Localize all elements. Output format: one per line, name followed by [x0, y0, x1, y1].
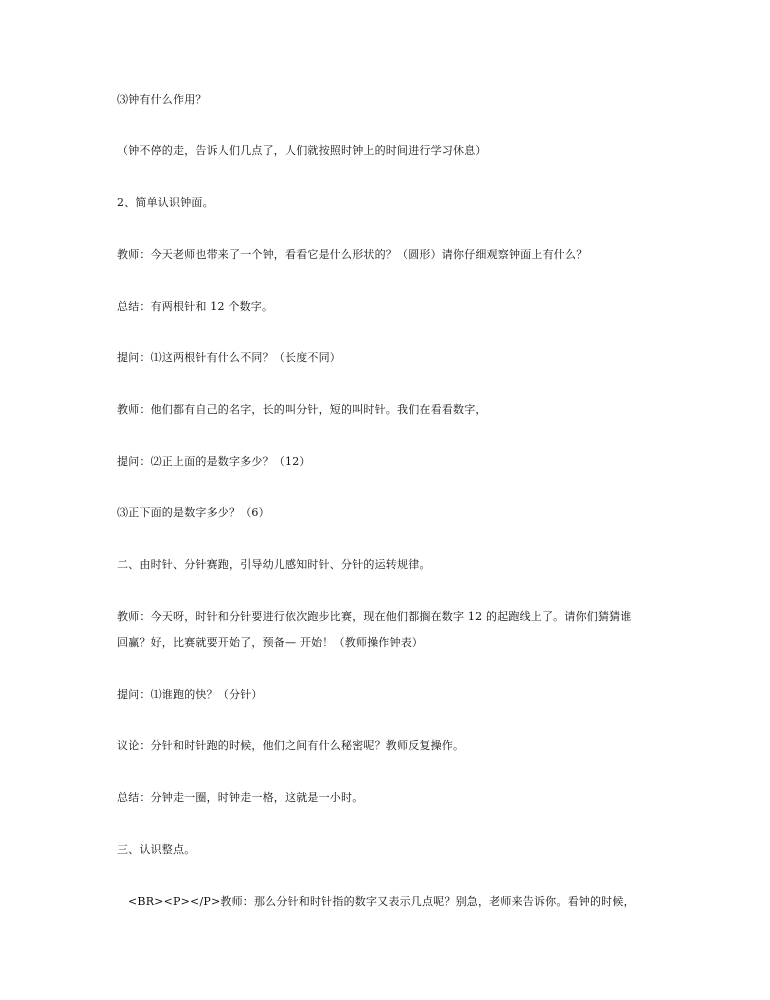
section-heading-whole-hours: 三、认识整点。 — [117, 843, 196, 856]
paragraph-clock-purpose-question: ⑶钟有什么作用？ — [117, 93, 207, 106]
paragraph-summary-hands-numbers: 总结：有两根针和 12 个数字。 — [117, 300, 274, 313]
paragraph-question-bottom-number: ⑶正下面的是数字多少？（6） — [117, 506, 270, 519]
paragraph-summary-one-hour: 总结：分钟走一圈，时钟走一格，这就是一小时。 — [117, 791, 364, 804]
paragraph-teacher-race-line2: 回赢？好，比赛就要开始了，预备— 开始！（教师操作钟表） — [117, 636, 424, 649]
paragraph-clock-purpose-answer: （钟不停的走，告诉人们几点了，人们就按照时钟上的时间进行学习休息） — [117, 144, 487, 157]
paragraph-teacher-clock-shape: 教师：今天老师也带来了一个钟，看看它是什么形状的？（圆形）请你仔细观察钟面上有什么？ — [117, 248, 588, 261]
paragraph-teacher-hand-names: 教师：他们都有自己的名字，长的叫分针，短的叫时针。我们在看看数字， — [117, 403, 487, 416]
paragraph-teacher-reading-clock: <BR><P></P>教师：那么分针和时针指的数字又表示几点呢？别急，老师来告诉你。看钟的时候， — [128, 895, 635, 908]
paragraph-teacher-race-line1: 教师：今天呀，时针和分针要进行依次跑步比赛，现在他们都搁在数字 12 的起跑线上了。请你们猜猜谁 — [117, 610, 632, 623]
paragraph-question-who-faster: 提问：⑴谁跑的快？（分针） — [117, 688, 263, 701]
section-heading-hands-race: 二、由时针、分针赛跑，引导幼儿感知时针、分针的运转规律。 — [117, 558, 431, 571]
section-heading-clock-face: 2、简单认识钟面。 — [117, 196, 214, 209]
paragraph-question-top-number: 提问：⑵正上面的是数字多少？（12） — [117, 455, 311, 468]
paragraph-discussion-secret: 议论：分针和时针跑的时候，他们之间有什么秘密呢？教师反复操作。 — [117, 739, 465, 752]
paragraph-question-hands-difference: 提问：⑴这两根针有什么不同？（长度不同） — [117, 351, 341, 364]
